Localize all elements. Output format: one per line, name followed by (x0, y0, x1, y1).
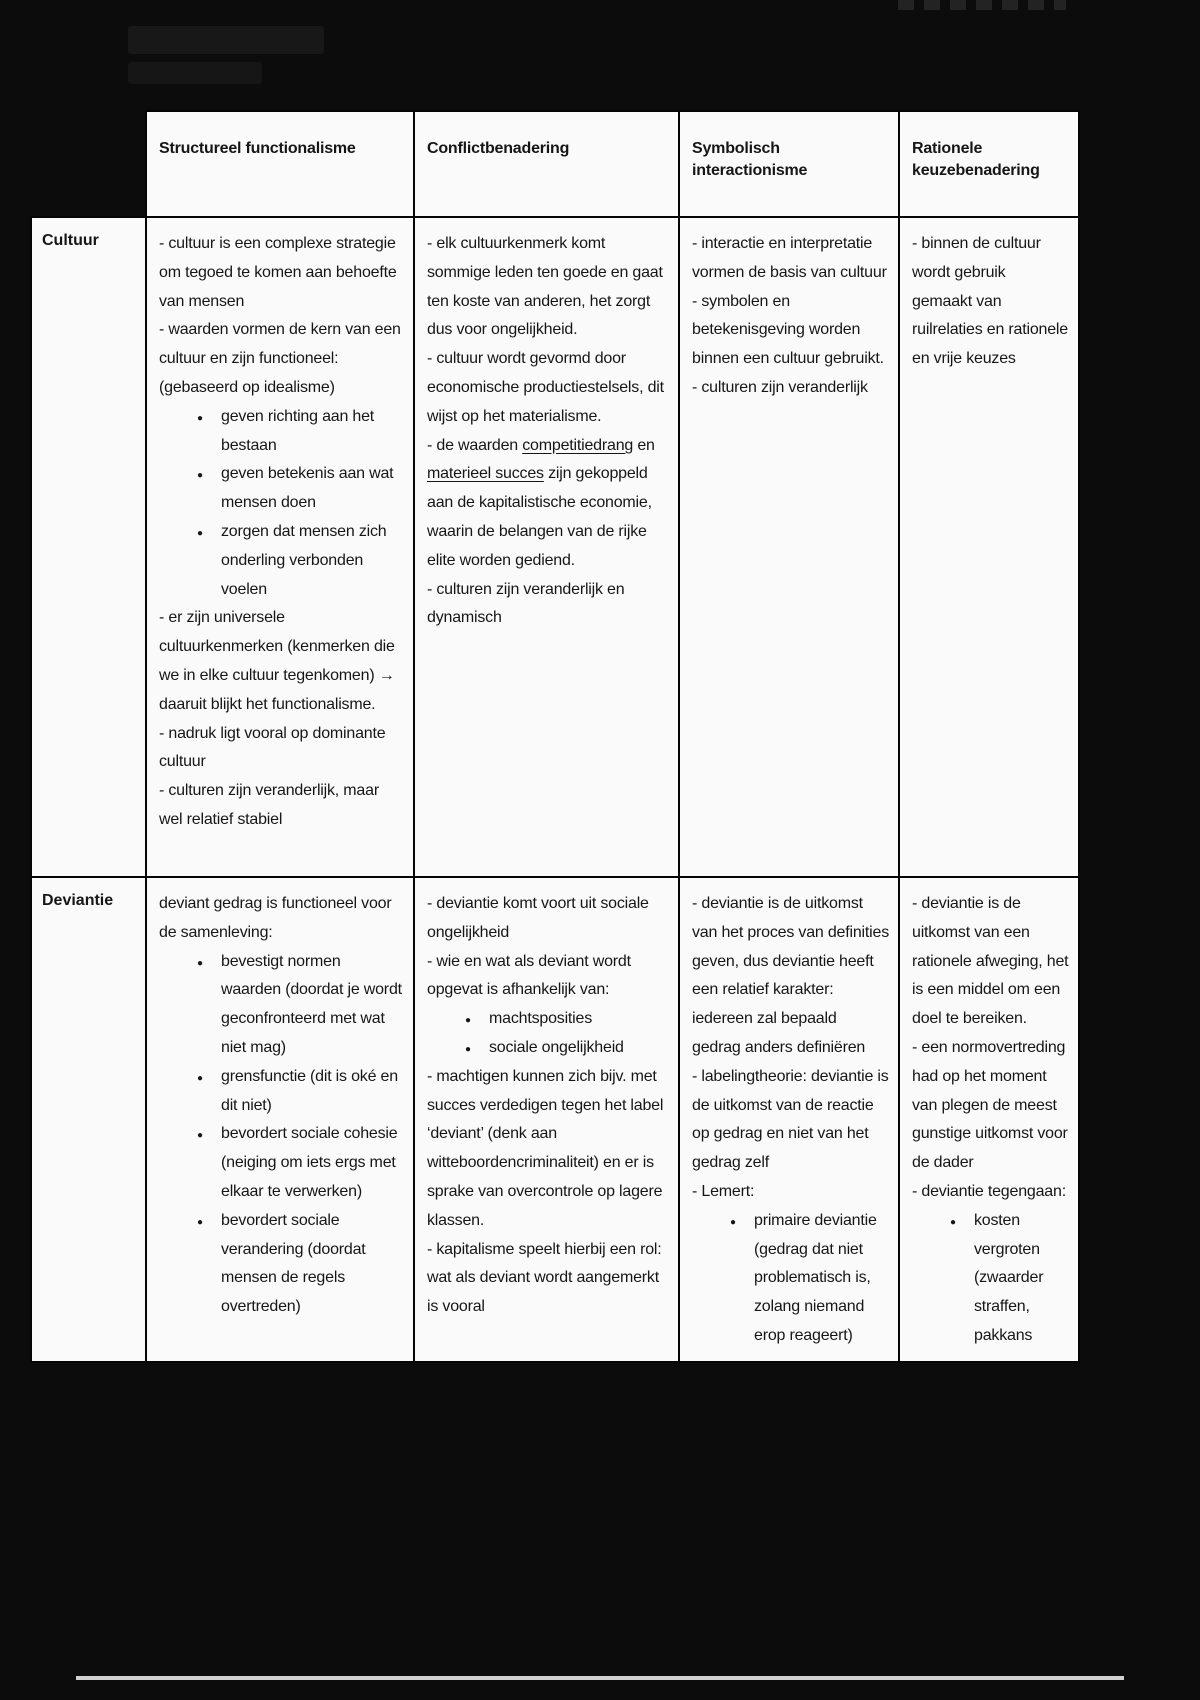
bullet-icon: ● (197, 957, 203, 969)
text-segment: - machtigen kunnen zich bijv. met succes verdedigen tegen het label ‘deviant’ (denk aan witteboordencriminaliteit) en er is sprake van overcontrole op lagere klassen. (427, 1067, 664, 1229)
paragraph (159, 777, 404, 835)
text-segment: - culturen zijn veranderlijk en dynamisch (427, 580, 625, 627)
table-cell (679, 217, 899, 877)
text-segment: - binnen de cultuur wordt gebruik gemaakt van ruilrelaties en rationele en vrije keuzes (912, 235, 1068, 368)
text-segment: - waarden vormen de kern van een cultuur en zijn functioneel: (gebaseerd op idealisme) (159, 321, 401, 396)
bullet-text: bevestigt normen waarden (doordat je wordt geconfronteerd met wat niet mag) (221, 952, 402, 1056)
text-segment: - een normovertreding had op het moment van plegen de meest gunstige uitkomst voor de dader (912, 1038, 1068, 1172)
paragraph (912, 890, 1069, 1034)
bullet-item (159, 460, 404, 518)
text-segment: - wie en wat als deviant wordt opgevat is afhankelijk van: (427, 952, 631, 999)
text-segment: - culturen zijn veranderlijk, maar wel relatief stabiel (159, 782, 379, 828)
obscured-heading-line-2 (128, 62, 262, 84)
text-segment: - interactie en interpretatie vormen de basis van cultuur (692, 235, 887, 281)
bullet-text: bevordert sociale cohesie (neiging om iets ergs met elkaar te verwerken) (221, 1125, 398, 1200)
bullet-item (692, 1207, 889, 1351)
bullet-item (159, 1063, 404, 1121)
paragraph (912, 1178, 1069, 1207)
bullet-icon: ● (197, 470, 203, 482)
bullet-icon: ● (197, 412, 203, 424)
bullet-icon: ● (465, 1043, 471, 1055)
paragraph (692, 890, 889, 1063)
text-segment: - culturen zijn veranderlijk (692, 378, 868, 396)
clipped-top-edge-text (898, 0, 1066, 10)
table-cell (899, 877, 1079, 1362)
obscured-heading-line-1 (128, 26, 324, 54)
bullet-item (159, 403, 404, 461)
bullet-item (159, 1120, 404, 1206)
paragraph (427, 345, 669, 431)
bullet-icon: ● (950, 1216, 956, 1228)
paragraph (427, 432, 669, 576)
bullet-icon: ● (730, 1216, 736, 1228)
bullet-text: primaire deviantie (gedrag dat niet problematisch is, zolang niemand erop reageert) (754, 1211, 877, 1344)
text-segment: deviant gedrag is functioneel voor de samenleving: (159, 895, 392, 941)
text-segment: - elk cultuurkenmerk komt sommige leden ten goede en gaat ten koste van anderen, het zorgt dus voor ongelijkheid. (427, 235, 663, 339)
text-segment: - nadruk ligt vooral op dominante cultuur (159, 724, 386, 771)
text-segment: - labelingtheorie: deviantie is de uitkomst van de reactie op gedrag en niet van het gedrag zelf (692, 1067, 889, 1172)
paragraph (159, 604, 404, 719)
row-label: Deviantie (31, 877, 146, 1362)
text-segment: - deviantie is de uitkomst van een rationele afweging, het is een middel om een doel te bereiken. (912, 895, 1069, 1028)
bullet-icon: ● (197, 1130, 203, 1142)
text-segment: - cultuur wordt gevormd door economische productiestelsels, dit wijst op het materialisme. (427, 350, 664, 425)
bullet-text: grensfunctie (dit is oké en dit niet) (221, 1067, 398, 1114)
bullet-text: sociale ongelijkheid (489, 1038, 624, 1056)
bullet-icon: ● (465, 1015, 471, 1027)
bottom-divider (76, 1676, 1124, 1680)
bullet-text: geven betekenis aan wat mensen doen (221, 465, 394, 512)
text-segment: - deviantie is de uitkomst van het proces van definities geven, dus deviantie heeft een relatief karakter: iedereen zal bepaald gedrag anders definiëren (692, 895, 889, 1056)
bullet-item (159, 518, 404, 604)
paragraph (427, 1236, 669, 1322)
text-segment: - symbolen en betekenisgeving worden binnen een cultuur gebruikt. (692, 292, 884, 368)
table-cell (146, 877, 414, 1362)
text-segment: - kapitalisme speelt hierbij een rol: wat als deviant wordt aangemerkt is vooral (427, 1240, 662, 1316)
bullet-icon: ● (197, 1216, 203, 1228)
text-segment: - er zijn universele cultuurkenmerken (kenmerken die we in elke cultuur tegenkomen) → daaruit blijkt het functionalisme. (159, 609, 395, 713)
underlined-text: materieel succes (427, 465, 544, 483)
row-label: Cultuur (31, 217, 146, 877)
table-cell (679, 877, 899, 1362)
bullet-icon: ● (197, 527, 203, 539)
text-segment: - de waarden (427, 436, 523, 454)
bullet-text: kosten vergroten (zwaarder straffen, pakkans (974, 1211, 1044, 1344)
bullet-text: geven richting aan het bestaan (221, 407, 375, 454)
bullet-item (427, 1005, 669, 1034)
bullet-item (912, 1207, 1069, 1351)
table-cell (899, 217, 1079, 877)
paragraph (692, 230, 889, 288)
bullet-item (427, 1034, 669, 1063)
bullet-text: zorgen dat mensen zich onderling verbonden voelen (221, 522, 387, 598)
paragraph (427, 230, 669, 345)
column-header: Rationele keuzebenadering (899, 111, 1079, 217)
paragraph (159, 720, 404, 778)
column-header: Structureel functionalisme (146, 111, 414, 217)
paragraph (427, 948, 669, 1006)
underlined-text: competitiedrang (522, 436, 634, 454)
table-cell (146, 217, 414, 877)
table-cell (414, 217, 679, 877)
bullet-icon: ● (197, 1072, 203, 1084)
bullet-text: bevordert sociale verandering (doordat mensen de regels overtreden) (221, 1211, 366, 1316)
bullet-text: machtsposities (489, 1010, 593, 1028)
paragraph (427, 1063, 669, 1236)
text-segment: - cultuur is een complexe strategie om tegoed te komen aan behoefte van mensen (159, 235, 397, 310)
table-row (31, 217, 1079, 877)
text-segment: - deviantie komt voort uit sociale ongelijkheid (427, 895, 649, 941)
table-row (31, 877, 1079, 1362)
bullet-item (159, 948, 404, 1063)
column-header: Conflictbenadering (414, 111, 679, 217)
paragraph (692, 1178, 889, 1207)
text-segment: en (633, 436, 655, 454)
text-segment: zijn gekoppeld aan de kapitalistische economie, waarin de belangen van de rijke elite worden gediend. (427, 465, 652, 569)
paragraph (427, 890, 669, 948)
comparison-table (30, 110, 1080, 1363)
paragraph (692, 1063, 889, 1178)
paragraph (692, 374, 889, 403)
text-segment: - Lemert: (692, 1182, 755, 1200)
paragraph (692, 288, 889, 374)
paragraph (912, 230, 1069, 374)
column-header: Symbolisch interactionisme (679, 111, 899, 217)
table-header-row (31, 111, 1079, 217)
paragraph (912, 1034, 1069, 1178)
paragraph (427, 576, 669, 634)
paragraph (159, 316, 404, 402)
table-cell (414, 877, 679, 1362)
paragraph (159, 890, 404, 948)
empty-corner-cell (31, 111, 146, 217)
paragraph (159, 230, 404, 316)
bullet-item (159, 1207, 404, 1322)
text-segment: - deviantie tegengaan: (912, 1182, 1066, 1200)
